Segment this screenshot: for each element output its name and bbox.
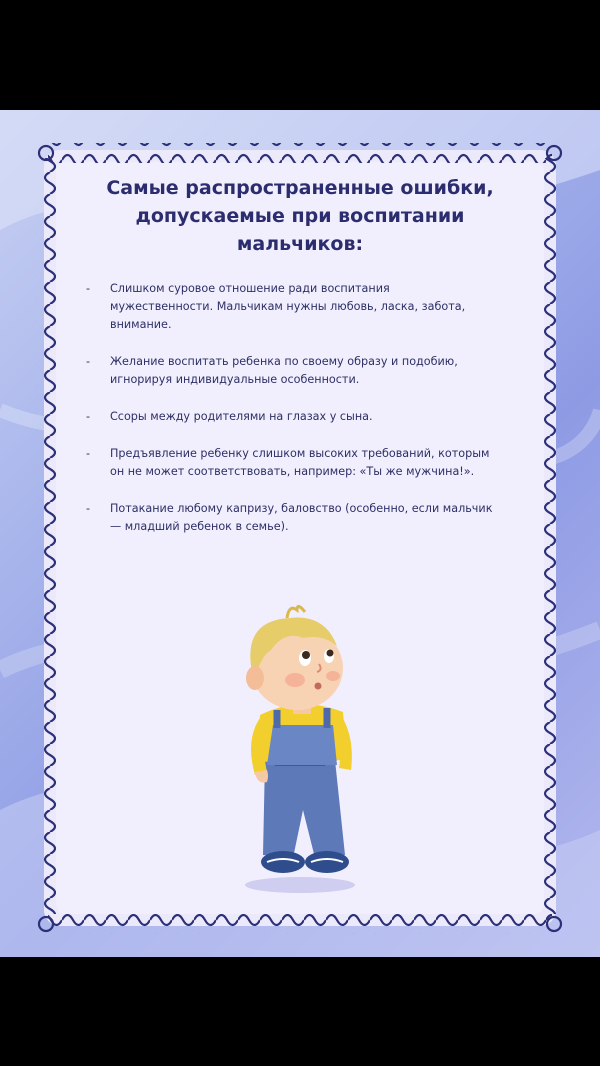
title-line-3: мальчиков: [236, 233, 364, 255]
list-item-text: Ссоры между родителями на глазах у сына. [110, 410, 373, 423]
list-item [84, 445, 494, 481]
poster [0, 110, 600, 957]
boy-illustration [205, 600, 375, 900]
poster-title [70, 174, 530, 258]
list-item-text: Слишком суровое отношение ради воспитания мужественности. Мальчикам нужны любовь, ласка, забота, внимание. [110, 282, 466, 331]
mistakes-list [84, 280, 494, 555]
bullet-dash: - [86, 447, 91, 460]
title-line-1: Самые распространенные ошибки, [106, 177, 494, 199]
bullet-dash: - [86, 410, 91, 423]
bullet-dash: - [86, 355, 91, 368]
list-item [84, 353, 494, 389]
list-item-text: Предъявление ребенку слишком высоких требований, которым он не может соответствовать, например: «Ты же мужчина!». [110, 447, 490, 478]
list-item-text: Потакание любому капризу, баловство (особенно, если мальчик — младший ребенок в семье). [110, 502, 493, 533]
bullet-dash: - [86, 502, 91, 515]
bullet-dash: - [86, 282, 91, 295]
list-item [84, 408, 494, 426]
title-line-2: допускаемые при воспитании [135, 205, 465, 227]
list-item-text: Желание воспитать ребенка по своему образу и подобию, игнорируя индивидуальные особенности. [110, 355, 458, 386]
list-item [84, 500, 494, 536]
list-item [84, 280, 494, 334]
